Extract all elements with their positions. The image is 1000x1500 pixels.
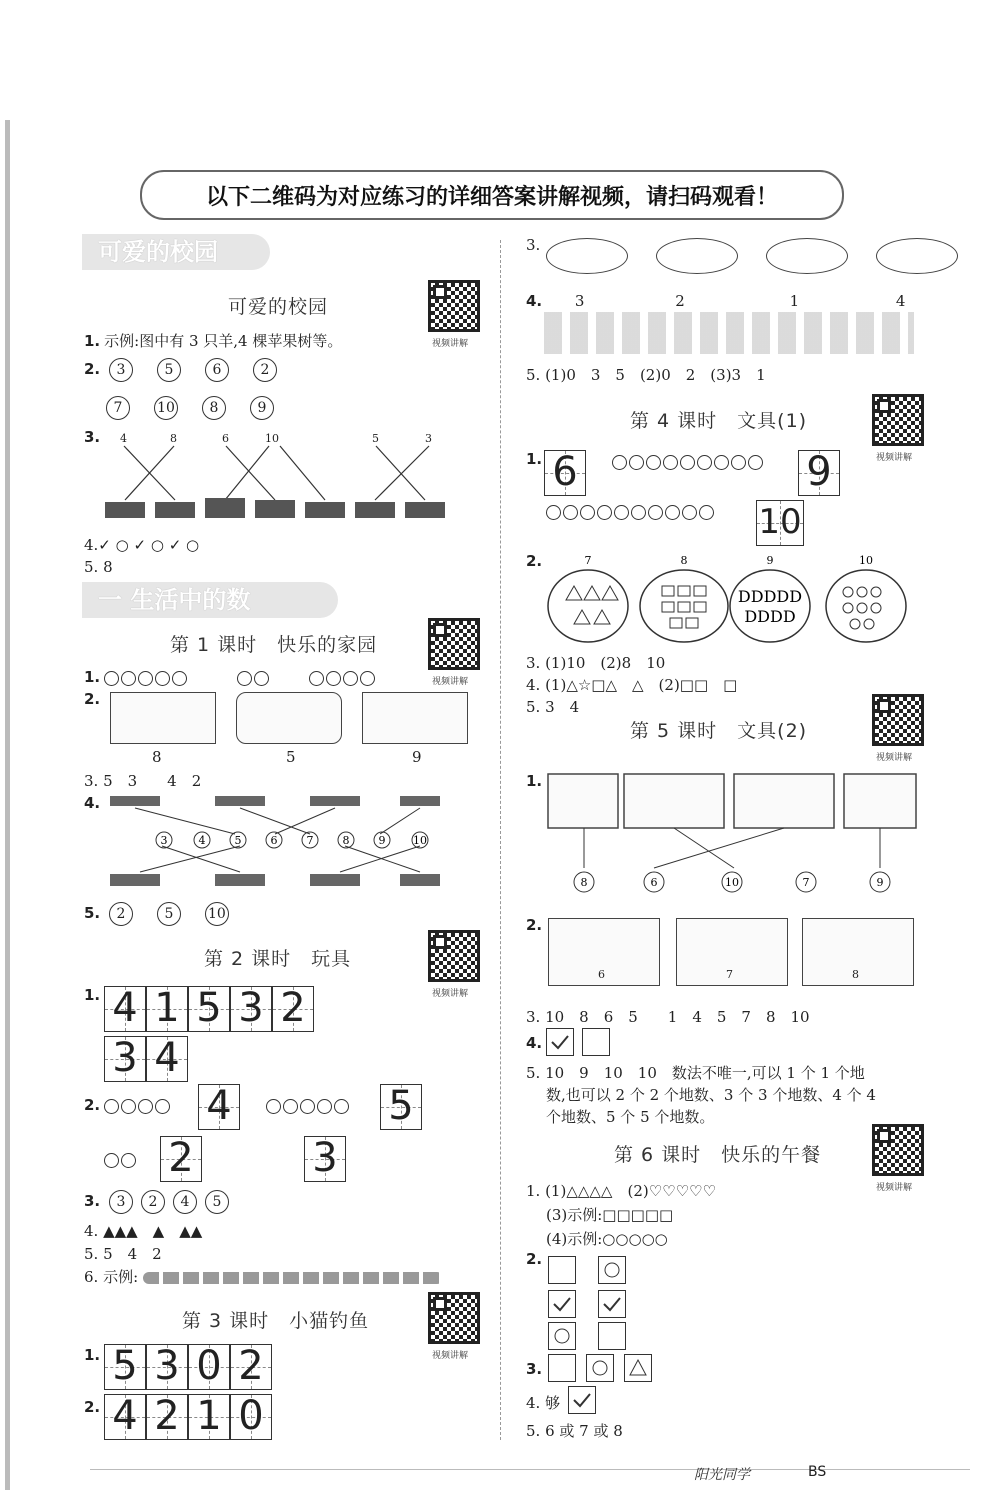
l1-question-1: 1. (84, 668, 377, 686)
circled-number: 2 (141, 1190, 165, 1214)
matching-diagram-objects (100, 794, 440, 894)
match-number: 10 (413, 834, 427, 847)
answer-box-checked (546, 1028, 574, 1056)
match-number: 5 (234, 834, 242, 847)
fruit-plate (546, 238, 628, 274)
picture-count: 5 (286, 748, 296, 766)
qr-label: 视频讲解 (432, 677, 469, 687)
l4-question-2-label: 2. (526, 552, 543, 570)
l6-question-4: 4. 够 (526, 1394, 561, 1412)
picture-box-plants (110, 692, 216, 744)
writing-grid-row (544, 450, 586, 496)
matching-diagram-stationery (544, 772, 924, 898)
group-count: 8 (680, 554, 688, 567)
example-fish-row (143, 1272, 443, 1284)
writing-grid-row (160, 1136, 202, 1182)
l2-question-3: 3. 3 2 4 5 (84, 1190, 237, 1214)
match-number: 4 (120, 432, 127, 445)
circled-number: 9 (250, 396, 274, 420)
writing-grid-cell: 3 (146, 1344, 188, 1390)
question-5: 5. 8 (84, 558, 113, 576)
dot-group (612, 452, 765, 470)
question-1: 1. 示例:图中有 3 只羊,4 棵苹果树等。 (84, 332, 343, 350)
l3-question-2: 2. (84, 1398, 101, 1416)
writing-grid-row (198, 1084, 240, 1130)
lesson-4-title: 第 4 课时 文具(1) (630, 410, 808, 432)
circled-number: 3 (109, 358, 133, 382)
footer-code: BS (808, 1464, 827, 1480)
qr-code[interactable] (872, 394, 924, 446)
match-number: 5 (372, 432, 379, 445)
writing-grid-row (304, 1136, 346, 1182)
l2-question-1: 1. (84, 986, 101, 1004)
writing-grid-cell: 4 (198, 1084, 240, 1130)
lesson-6-title: 第 6 课时 快乐的午餐 (614, 1144, 822, 1166)
writing-grid-cell: 5 (380, 1084, 422, 1130)
circled-number: 5 (157, 902, 181, 926)
match-number: 8 (342, 834, 350, 847)
l6-question-3: 3. (526, 1360, 543, 1378)
count-number: 2 (675, 292, 685, 310)
writing-grid-row (798, 450, 840, 496)
circled-number: 3 (109, 1190, 133, 1214)
answer-box-triangle (624, 1354, 652, 1382)
count-number: 1 (789, 292, 800, 310)
r-question-5: 5. (1)0 3 5 (2)0 2 (3)3 1 (526, 366, 766, 384)
writing-grid-row (104, 1394, 272, 1440)
answer-box-checked (598, 1290, 626, 1318)
writing-grid-row (104, 986, 314, 1032)
match-number: 7 (802, 876, 810, 889)
circled-number: 7 (106, 396, 130, 420)
answer-box-empty (548, 1256, 576, 1284)
picture-count: 8 (152, 748, 162, 766)
circled-number: 10 (205, 902, 229, 926)
answer-box-empty (582, 1028, 610, 1056)
writing-grid-cell: 9 (798, 450, 840, 496)
group-count: 9 (766, 554, 774, 567)
l2-question-5: 5. 5 4 2 (84, 1245, 162, 1263)
writing-grid-cell: 6 (544, 450, 586, 496)
match-number: 8 (580, 876, 588, 889)
writing-grid-cell: 5 (188, 986, 230, 1032)
l4-question-5: 5. 3 4 (526, 698, 580, 716)
section-title-campus: 可爱的校园 (82, 234, 270, 270)
answer-box-empty (598, 1322, 626, 1350)
dot-group (104, 1150, 138, 1168)
match-number: 4 (198, 834, 206, 847)
circled-number: 10 (154, 396, 178, 420)
l6-question-1b: (3)示例:□□□□□ (546, 1206, 674, 1224)
circled-number: 6 (205, 358, 229, 382)
match-number: 7 (306, 834, 314, 847)
match-number: 9 (876, 876, 884, 889)
answer-box-checked (568, 1386, 596, 1414)
picture-box-bananas (236, 692, 342, 744)
question-2-row1: 2. 3 5 6 2 (84, 358, 301, 382)
qr-label: 视频讲解 (876, 753, 913, 763)
qr-code[interactable] (872, 1124, 924, 1176)
fruit-plate-empty (766, 238, 848, 274)
l1-question-5: 5. 2 5 10 (84, 902, 253, 926)
qr-code[interactable] (428, 1292, 480, 1344)
box-count: 8 (852, 968, 859, 981)
circled-number: 4 (173, 1190, 197, 1214)
writing-grid-cell: 0 (188, 1344, 230, 1390)
qr-label: 视频讲解 (876, 453, 913, 463)
l2-question-6 (84, 1266, 443, 1287)
writing-grid-cell: 1 (188, 1394, 230, 1440)
dot-group (546, 502, 716, 520)
l1-question-2-label: 2. (84, 690, 101, 708)
l2-question-4: 4. ▲▲▲ ▲ ▲▲ (84, 1222, 203, 1240)
qr-label: 视频讲解 (432, 1351, 469, 1361)
fruit-pictures (544, 312, 914, 354)
match-number: 6 (270, 834, 278, 847)
qr-banner: 以下二维码为对应练习的详细答案讲解视频，请扫码观看！ (140, 170, 844, 220)
svg-text:DDDD: DDDD (744, 607, 796, 626)
qr-code[interactable] (428, 618, 480, 670)
question-4: 4.✓ ○ ✓ ○ ✓ ○ (84, 536, 200, 554)
l6-question-1a: 1. (1)△△△△ (2)♡♡♡♡♡ (526, 1182, 716, 1200)
answer-box-circle (548, 1322, 576, 1350)
circled-number: 2 (253, 358, 277, 382)
footer-rule (90, 1469, 970, 1470)
writing-grid-cell: 3 (230, 986, 272, 1032)
answer-box-circle (586, 1354, 614, 1382)
l2-question-2: 2. (84, 1096, 172, 1114)
match-number: 8 (170, 432, 177, 445)
plates-row (546, 238, 986, 278)
group-count: 7 (584, 554, 592, 567)
l5-question-5-line1: 5. 10 9 10 10 数法不唯一,可以 1 个 1 个地 (526, 1064, 865, 1082)
writing-grid-cell: 4 (146, 1036, 188, 1082)
qr-label: 视频讲解 (876, 1183, 913, 1193)
answer-box-empty (548, 1354, 576, 1382)
answer-text: 6. 示例: (84, 1268, 139, 1286)
box-count: 6 (598, 968, 605, 981)
match-number: 6 (222, 432, 229, 445)
l5-question-2-label: 2. (526, 916, 543, 934)
question-2-row2 (106, 396, 298, 420)
matching-diagram-fruits (100, 430, 460, 530)
match-number: 10 (725, 876, 739, 889)
circled-number: 5 (157, 358, 181, 382)
qr-code[interactable] (872, 694, 924, 746)
l6-question-5: 5. 6 或 7 或 8 (526, 1422, 623, 1440)
l4-question-3: 3. (1)10 (2)8 10 (526, 654, 666, 672)
count-number: 4 (895, 292, 906, 310)
writing-grid-cell: 2 (272, 986, 314, 1032)
writing-grid-cell: 3 (104, 1036, 146, 1082)
match-number: 3 (425, 432, 432, 445)
box-count: 7 (726, 968, 733, 981)
fruit-plate (876, 238, 958, 274)
writing-grid-cell: 5 (104, 1344, 146, 1390)
group-count: 10 (859, 554, 873, 567)
l5-question-4: 4. (526, 1034, 543, 1052)
qr-label: 视频讲解 (432, 989, 469, 999)
l5-question-3: 3. 10 8 6 5 1 4 5 7 8 10 (526, 1008, 810, 1026)
dot-group (266, 1096, 351, 1114)
writing-grid-cell: 2 (146, 1394, 188, 1440)
footer-brand: 阳光同学 (694, 1467, 750, 1483)
lesson-3-title: 第 3 课时 小猫钓鱼 (182, 1310, 370, 1332)
column-divider (500, 240, 501, 1440)
writing-grid-cell: 1 (146, 986, 188, 1032)
qr-code[interactable] (428, 280, 480, 332)
picture-count: 9 (412, 748, 422, 766)
fruit-plate (656, 238, 738, 274)
l4-question-1: 1. (526, 450, 543, 468)
match-number: 9 (378, 834, 386, 847)
l5-question-5-line2: 数,也可以 2 个 2 个地数、3 个 3 个地数、4 个 4 (546, 1086, 876, 1104)
r-question-3-label: 3. (526, 236, 541, 254)
l1-question-4-label: 4. (84, 794, 101, 812)
writing-grid-row (380, 1084, 422, 1130)
l4-question-4: 4. (1)△☆□△ △ (2)□□ □ (526, 676, 738, 694)
l6-question-2-label: 2. (526, 1250, 543, 1268)
section-title-numbers: 一 生活中的数 (82, 582, 338, 618)
match-number: 3 (160, 834, 168, 847)
page-edge-bar (5, 120, 10, 1490)
circled-number: 2 (109, 902, 133, 926)
l1-question-3: 3. 5 3 4 2 (84, 772, 202, 790)
writing-grid-cell: 0 (230, 1394, 272, 1440)
writing-grid-cell: 2 (230, 1344, 272, 1390)
match-number: 6 (650, 876, 658, 889)
l5-question-1-label: 1. (526, 772, 543, 790)
lesson-title-campus: 可爱的校园 (228, 296, 329, 318)
writing-grid-row (756, 500, 804, 546)
writing-grid-cell: 10 (756, 500, 804, 546)
answer-box-circle (598, 1256, 626, 1284)
r-question-4: 4. 3 2 1 4 (526, 292, 906, 310)
writing-grid-cell: 4 (104, 1394, 146, 1440)
writing-grid-row (104, 1344, 272, 1390)
answer-box-checked (548, 1290, 576, 1318)
lesson-2-title: 第 2 课时 玩具 (204, 948, 352, 970)
l6-question-1c: (4)示例:○○○○○ (546, 1230, 668, 1248)
qr-label: 视频讲解 (432, 339, 469, 349)
l3-question-1: 1. (84, 1346, 101, 1364)
shape-group-diagram (544, 552, 924, 648)
answer-text: 示例:图中有 3 只羊,4 棵苹果树等。 (104, 332, 343, 350)
lesson-1-title: 第 1 课时 快乐的家园 (170, 634, 378, 656)
qr-code[interactable] (428, 930, 480, 982)
l5-question-5-line3: 个地数、5 个 5 个地数。 (546, 1108, 715, 1126)
writing-grid-cell: 4 (104, 986, 146, 1032)
match-number: 10 (265, 432, 279, 445)
picture-box-apples (362, 692, 468, 744)
circled-number: 8 (202, 396, 226, 420)
svg-text:DDDDD: DDDDD (737, 587, 803, 606)
writing-grid-cell: 2 (160, 1136, 202, 1182)
circled-number: 5 (205, 1190, 229, 1214)
question-3-label: 3. (84, 428, 101, 446)
count-number: 3 (574, 292, 585, 310)
lesson-5-title: 第 5 课时 文具(2) (630, 720, 808, 742)
writing-grid-cell: 3 (304, 1136, 346, 1182)
writing-grid-row (104, 1036, 188, 1082)
